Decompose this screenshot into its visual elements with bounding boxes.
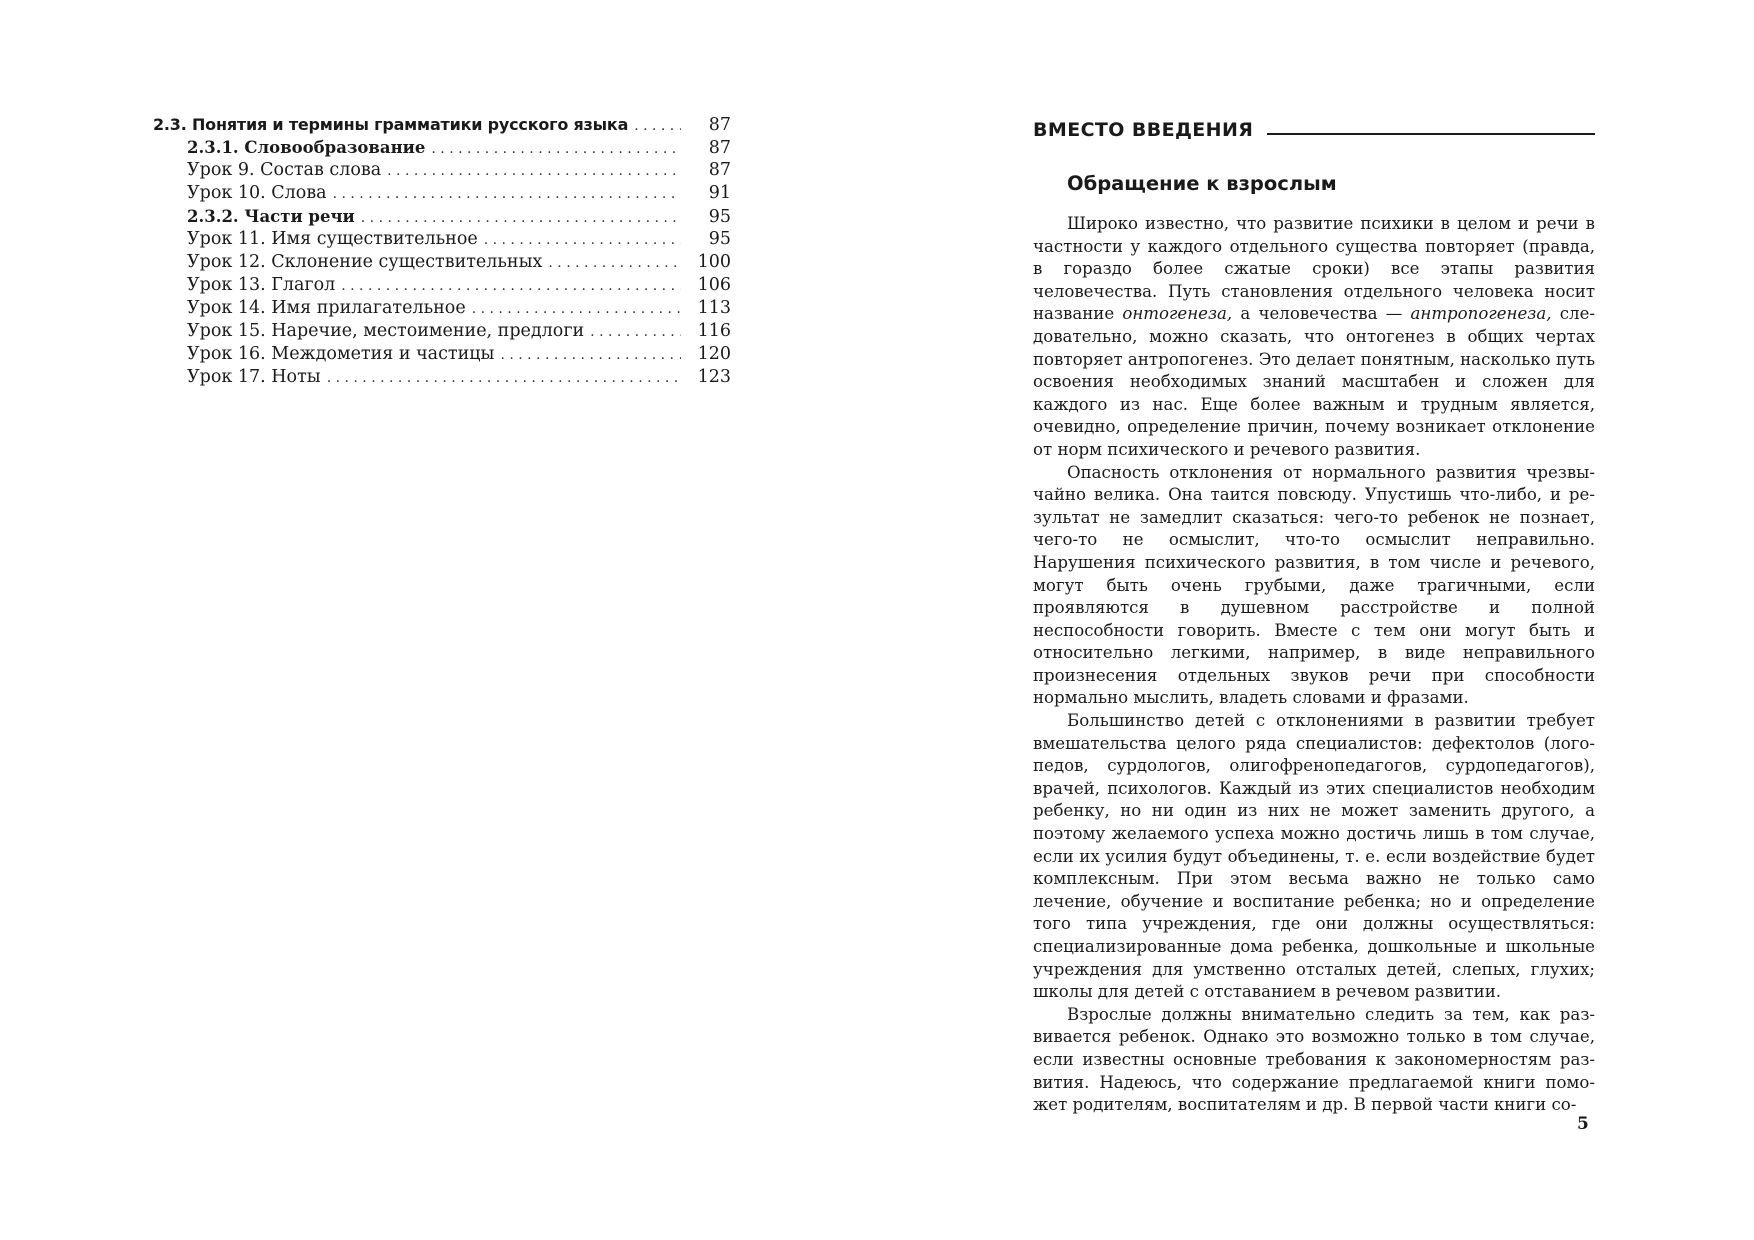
- table-of-contents: [153, 113, 731, 389]
- toc-dot-leader: [548, 252, 681, 275]
- toc-dot-leader: [431, 138, 681, 161]
- toc-entry: [153, 366, 731, 389]
- toc-entry-page: 87: [708, 138, 731, 158]
- toc-entry-title: Урок 17. Ноты: [187, 367, 321, 387]
- paragraph: [1033, 213, 1595, 462]
- toc-dot-leader: [387, 160, 681, 183]
- page-number: 5: [1577, 1114, 1589, 1134]
- term-anthropogenesis: антропогенеза,: [1410, 304, 1552, 324]
- toc-entry-page: 91: [708, 183, 731, 203]
- toc-entry-title: Урок 9. Состав слова: [187, 160, 382, 180]
- toc-entry-title: Урок 11. Имя существительное: [187, 229, 478, 249]
- toc-dot-leader: [500, 344, 681, 367]
- toc-entry-title: Урок 16. Междометия и частицы: [187, 344, 495, 364]
- right-page: [877, 0, 1754, 1240]
- paragraph: Взрослые должны внимательно следить за тем, как развивается ребенок. Однако это возможно только в том случае, если известны основные требования к закономерностям развития. Надеюсь, что содержание предлагаемой книги поможет родителям, воспитателям и др. В первой части книги со-: [1033, 1004, 1595, 1115]
- paragraph-text: а человечества —: [1232, 304, 1411, 324]
- toc-entry-title: Урок 13. Глагол: [187, 275, 336, 295]
- toc-entry: [153, 205, 731, 228]
- toc-entry-title: Урок 10. Слова: [187, 183, 327, 203]
- chapter-heading-rule: [1267, 133, 1595, 135]
- toc-entry: [153, 159, 731, 182]
- toc-dot-leader: [634, 115, 681, 138]
- toc-entry: [153, 343, 731, 366]
- toc-dot-leader: [333, 183, 681, 206]
- toc-entry-page: 123: [697, 367, 731, 387]
- section-title: Обращение к взрослым: [1067, 172, 1337, 195]
- toc-entry-page: 116: [697, 321, 731, 341]
- paragraph-text: следовательно, можно сказать, что онтогенез в общих чертах повторяет антропогенез. Это делает понятным, насколько путь освоения необходимых знаний масштабен и сложен для каждого из нас. Еще более важным и трудным является, очевидно, определение причин, почему возникает отклонение от норм психического и речевого развития.: [1033, 304, 1595, 459]
- toc-entry-page: 87: [708, 115, 731, 135]
- toc-entry: [153, 251, 731, 274]
- toc-entry-title: 2.3.1. Словообразование: [187, 138, 426, 157]
- toc-entry: [153, 274, 731, 297]
- toc-entry-page: 100: [697, 252, 731, 272]
- paragraph-text: Широко известно, что развитие психики в целом и речи в частности у каждого отдельного существа повторяет (правда, в гораздо более сжатые сроки) все этапы развития человечества. Путь становления отдельного человека носит название: [1033, 214, 1595, 324]
- toc-entry-title: 2.3. Понятия и термины грамматики русского языка: [153, 115, 629, 134]
- toc-dot-leader: [341, 275, 681, 298]
- toc-entry-page: 113: [697, 298, 731, 318]
- toc-entry: [153, 182, 731, 205]
- toc-dot-leader: [361, 207, 681, 230]
- paragraph: Опасность отклонения от нормального развития чрезвычайно велика. Она таится повсюду. Упустишь что-либо, и результат не замедлит сказаться: чего-то ребенок не познает, чего-то не осмыслит, что-то осмыслит неправильно. Нарушения психического развития, в том числе и речевого, могут быть очень грубыми, даже трагичными, если проявляются в душевном расстройстве и полной неспособности говорить. Вместе с тем они могут быть и относительно легкими, например, в виде неправильного произнесения отдельных звуков речи при способности нормально мыслить, владеть словами и фразами.: [1033, 462, 1595, 708]
- toc-entry: [153, 228, 731, 251]
- toc-dot-leader: [327, 367, 681, 390]
- toc-entry: [153, 113, 731, 136]
- toc-entry-page: 87: [708, 160, 731, 180]
- toc-entry: [153, 320, 731, 343]
- toc-entry-page: 95: [708, 229, 731, 249]
- toc-entry-page: 120: [697, 344, 731, 364]
- term-ontogenesis: онтогенеза,: [1122, 304, 1233, 324]
- toc-entry-page: 95: [708, 207, 731, 227]
- chapter-title: ВМЕСТО ВВЕДЕНИЯ: [1033, 119, 1254, 141]
- toc-entry-title: Урок 12. Склонение существительных: [187, 252, 543, 272]
- toc-entry-title: 2.3.2. Части речи: [187, 207, 355, 226]
- toc-dot-leader: [472, 298, 681, 321]
- toc-entry-page: 106: [697, 275, 731, 295]
- body-text: [1033, 213, 1595, 1117]
- toc-dot-leader: [590, 321, 681, 344]
- toc-entry: [153, 297, 731, 320]
- toc-entry-title: Урок 15. Наречие, местоимение, предлоги: [187, 321, 585, 341]
- toc-entry: [153, 136, 731, 159]
- toc-entry-title: Урок 14. Имя прилагательное: [187, 298, 466, 318]
- toc-dot-leader: [484, 229, 681, 252]
- chapter-heading: [1033, 113, 1595, 141]
- paragraph: Большинство детей с отклонениями в развитии требует вмешательства целого ряда специалистов: дефектолов (логопедов, сурдологов, олигофренопедагогов, сурдопедагогов), врачей, психологов. Каждый из этих специалистов необходим ребенку, но ни один из них не может заменить другого, а поэтому желаемого успеха можно достичь лишь в том случае, если их усилия будут объединены, т. е. если воздействие будет комплексным. При этом весьма важно не только само лечение, обучение и воспитание ребенка; но и определение того типа учреждения, где они должны осуществляться: специализированные дома ребенка, дошкольные и школьные учреждения для умственно отсталых детей, слепых, глухих; школы для детей с отставанием в речевом развитии.: [1033, 711, 1595, 1002]
